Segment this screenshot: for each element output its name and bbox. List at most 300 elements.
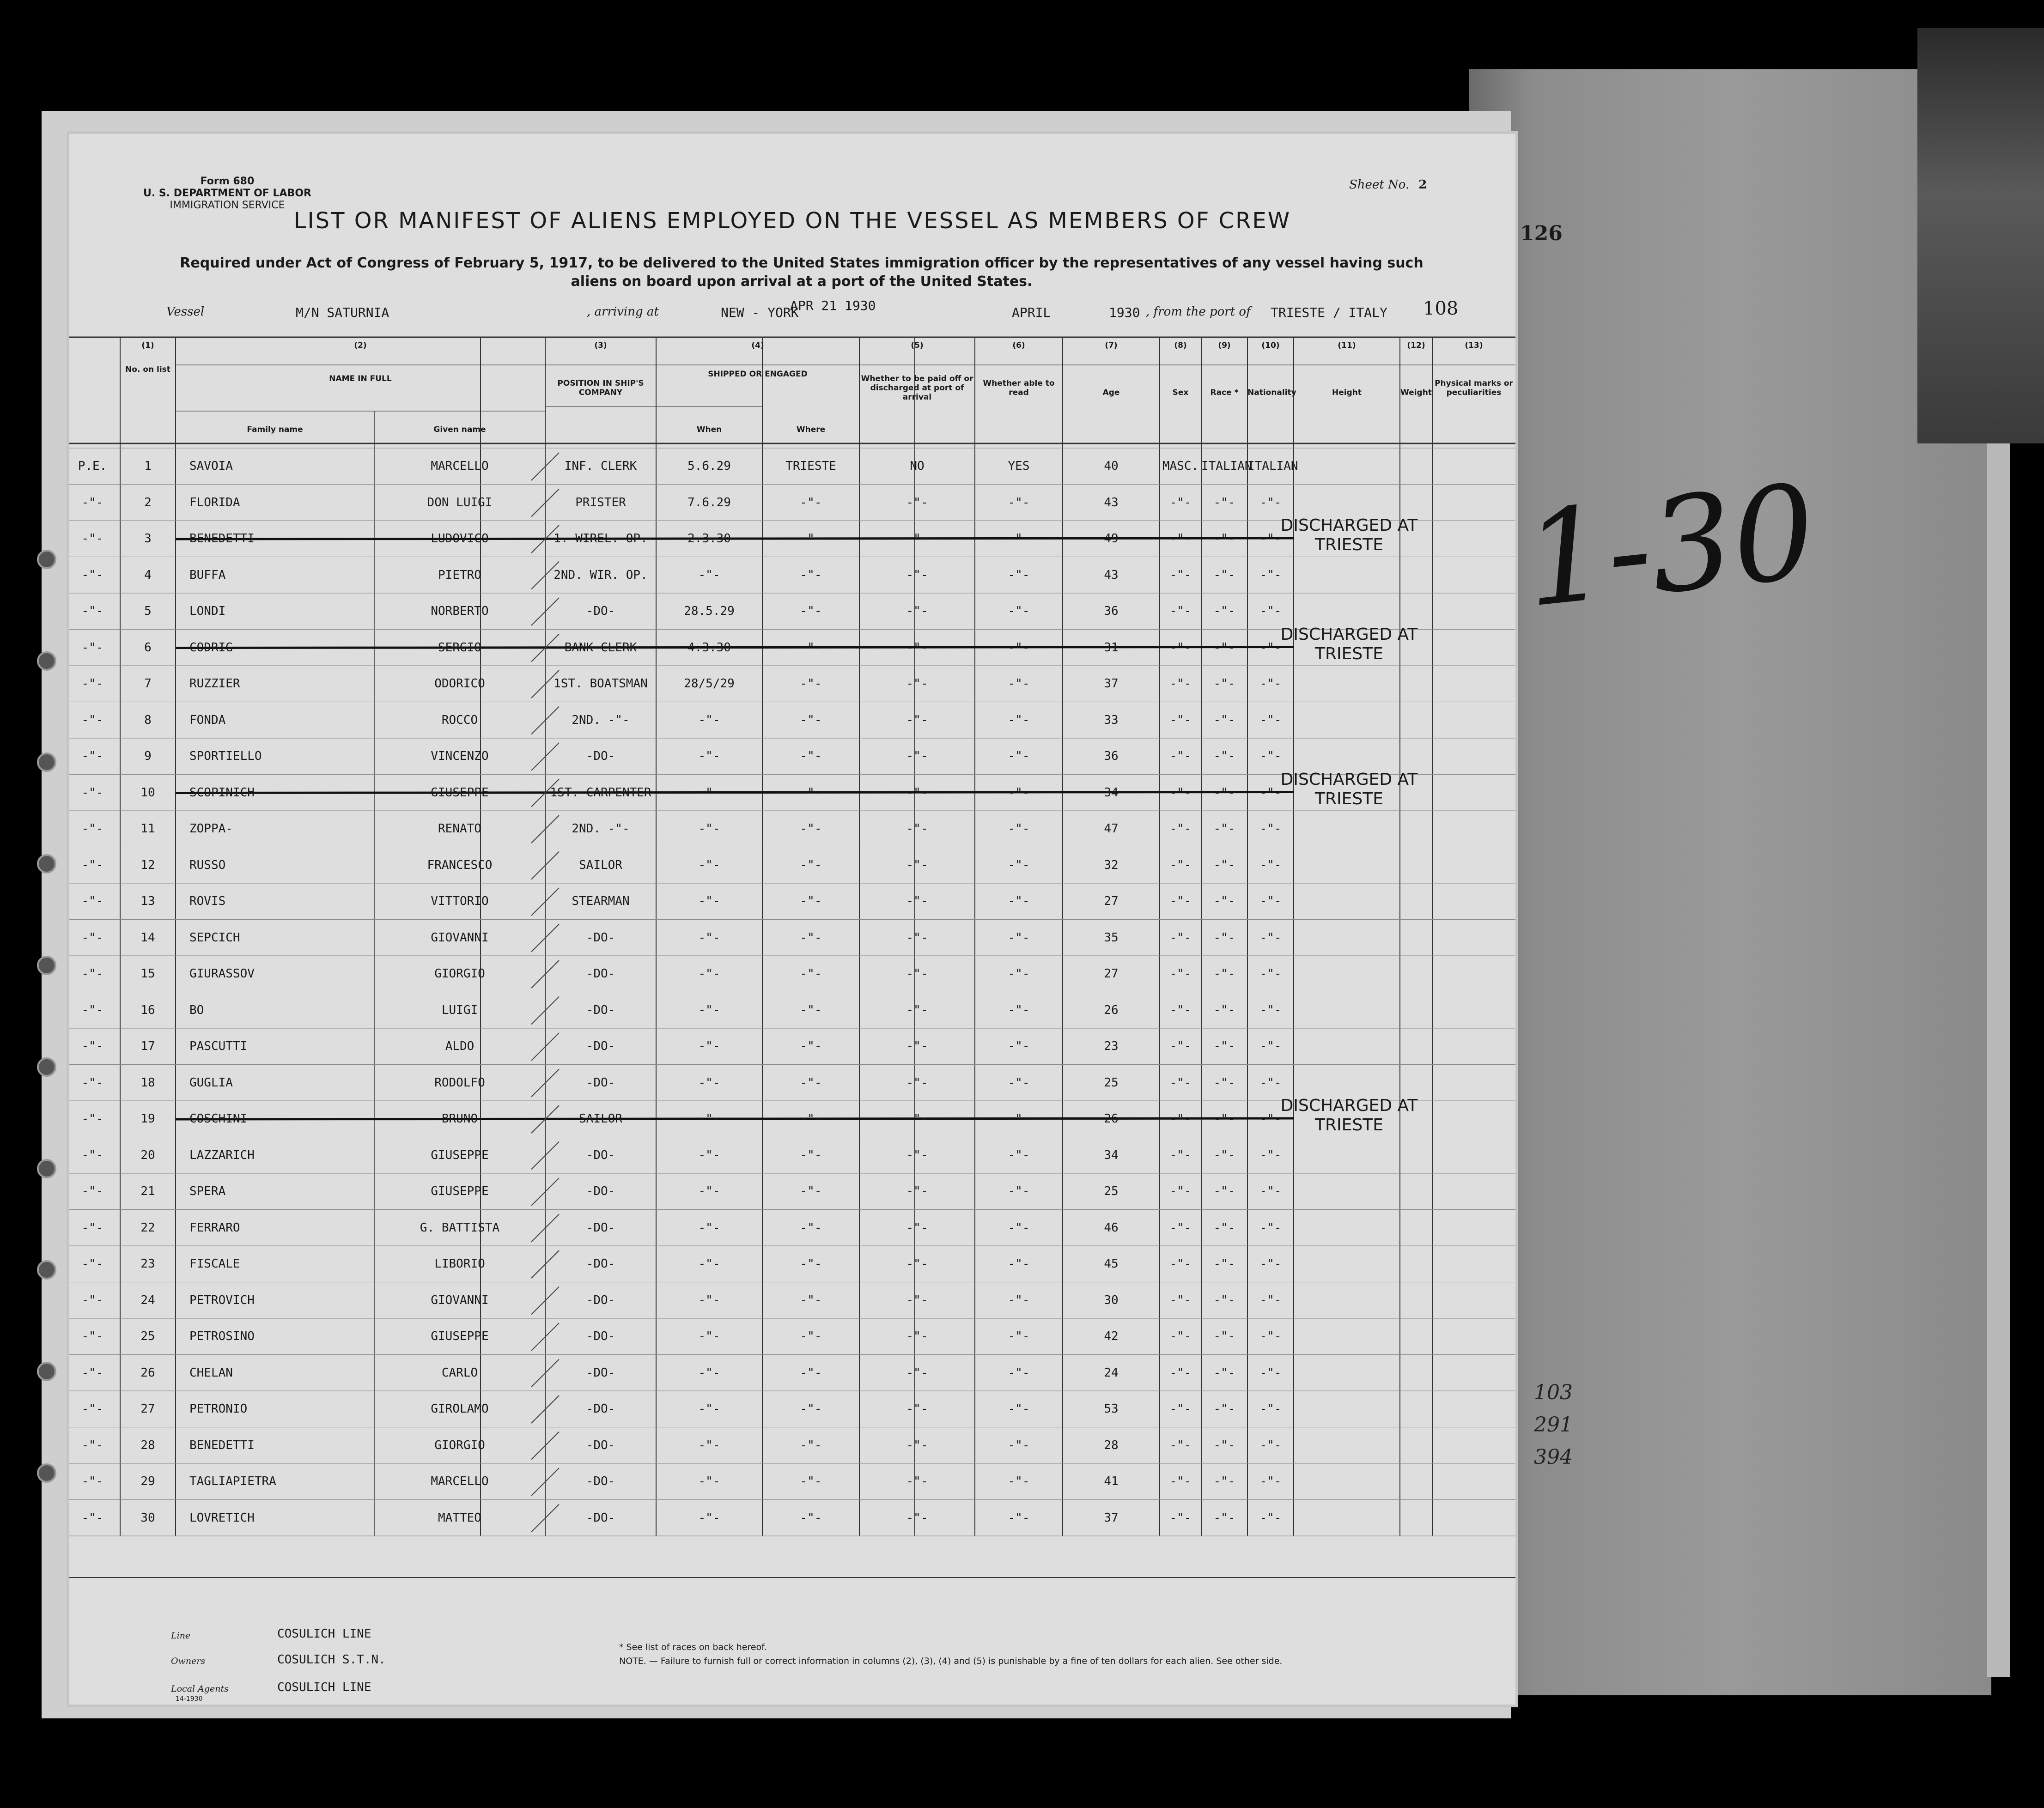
- vessel-label: Vessel: [166, 305, 205, 319]
- paid-off: -"-: [906, 749, 928, 763]
- family-name: BO: [189, 1003, 204, 1017]
- race: -"-: [1213, 532, 1235, 546]
- row-number: 27: [140, 1402, 155, 1416]
- age: 25: [1104, 1075, 1119, 1090]
- row-number: 23: [140, 1257, 155, 1271]
- shipped-where: -"-: [800, 749, 822, 763]
- row-mark: -"-: [81, 1184, 103, 1198]
- row-mark: -"-: [81, 858, 103, 872]
- row-mark: P.E.: [78, 459, 107, 473]
- height-header: Height: [1332, 388, 1362, 397]
- nationality: -"-: [1259, 604, 1282, 618]
- nationality: -"-: [1259, 532, 1282, 546]
- paid-off: -"-: [906, 568, 928, 582]
- shipped-when: -"-: [698, 1402, 720, 1416]
- discharged-note-line1: DISCHARGED AT: [1280, 770, 1418, 789]
- position: -DO-: [586, 1039, 615, 1053]
- nationality-header: Nationality: [1247, 388, 1296, 397]
- given-name: GIUSEPPE: [431, 1184, 489, 1198]
- row-number: 24: [140, 1293, 155, 1307]
- family-name: FERRARO: [189, 1220, 240, 1235]
- position: STEARMAN: [572, 894, 630, 908]
- race: -"-: [1213, 640, 1235, 655]
- nationality: -"-: [1259, 640, 1282, 655]
- sex: -"-: [1169, 713, 1192, 727]
- given-name: GIORGIO: [434, 967, 485, 981]
- sex: -"-: [1169, 640, 1192, 655]
- nationality: -"-: [1259, 749, 1282, 763]
- age: 42: [1104, 1329, 1119, 1343]
- paid-off: -"-: [906, 930, 928, 945]
- given-name: NORBERTO: [431, 604, 489, 618]
- sex: -"-: [1169, 785, 1192, 800]
- age: 45: [1104, 1257, 1119, 1271]
- row-number: 19: [140, 1112, 155, 1126]
- position: 1ST. CARPENTER: [550, 785, 651, 800]
- shipped-where: -"-: [800, 532, 822, 546]
- weight-header: Weight: [1400, 388, 1432, 397]
- nationality: -"-: [1259, 967, 1282, 981]
- sex: -"-: [1169, 1039, 1192, 1053]
- where-header: Where: [796, 425, 826, 434]
- shipped-when: -"-: [698, 1329, 720, 1343]
- nationality: -"-: [1259, 1438, 1282, 1452]
- given-name: GIORGIO: [434, 1438, 485, 1452]
- sex: -"-: [1169, 1148, 1192, 1162]
- row-mark: -"-: [81, 532, 103, 546]
- paid-off: -"-: [906, 1112, 928, 1126]
- family-name: SCOPINICH: [189, 785, 255, 800]
- shipped-where: -"-: [800, 1257, 822, 1271]
- row-mark: -"-: [81, 1511, 103, 1525]
- race: -"-: [1213, 1365, 1235, 1380]
- discharged-note-line2: TRIESTE: [1315, 535, 1383, 554]
- race: -"-: [1213, 858, 1235, 872]
- nationality: -"-: [1259, 1003, 1282, 1017]
- col-num-11: (11): [1338, 341, 1356, 350]
- nationality: -"-: [1259, 677, 1282, 691]
- paid-off: -"-: [906, 640, 928, 655]
- shipped-where: TRIESTE: [785, 459, 836, 473]
- row-number: 3: [144, 532, 152, 546]
- given-name: VITTORIO: [431, 894, 489, 908]
- position: -DO-: [586, 749, 615, 763]
- sex: -"-: [1169, 677, 1192, 691]
- row-number: 6: [144, 640, 152, 655]
- sex: -"-: [1169, 749, 1192, 763]
- able-to-read: -"-: [1008, 1474, 1030, 1488]
- nationality: -"-: [1259, 1220, 1282, 1235]
- age: 46: [1104, 1220, 1119, 1235]
- able-to-read: -"-: [1008, 1184, 1030, 1198]
- name-in-full-header: NAME IN FULL: [329, 374, 392, 383]
- sheet-label: Sheet No.: [1349, 178, 1410, 192]
- row-mark: -"-: [81, 822, 103, 836]
- shipped-where: -"-: [800, 1438, 822, 1452]
- race: -"-: [1213, 495, 1235, 510]
- paid-off: -"-: [906, 785, 928, 800]
- age: 26: [1104, 1003, 1119, 1017]
- paid-off: -"-: [906, 858, 928, 872]
- age: 49: [1104, 532, 1119, 546]
- race: -"-: [1213, 677, 1235, 691]
- shipped-where: -"-: [800, 967, 822, 981]
- able-to-read: -"-: [1008, 1293, 1030, 1307]
- given-name: GIOVANNI: [431, 1293, 489, 1307]
- shipped-where: -"-: [800, 1220, 822, 1235]
- shipped-when: -"-: [698, 822, 720, 836]
- row-mark: -"-: [81, 785, 103, 800]
- sex: -"-: [1169, 1474, 1192, 1488]
- age: 33: [1104, 713, 1119, 727]
- row-mark: -"-: [81, 930, 103, 945]
- row-number: 21: [140, 1184, 155, 1198]
- agents-label: Local Agents: [171, 1684, 229, 1694]
- able-to-read: -"-: [1008, 1148, 1030, 1162]
- paid-off: -"-: [906, 1003, 928, 1017]
- nationality: ITALIAN: [1247, 459, 1298, 473]
- able-to-read: -"-: [1008, 713, 1030, 727]
- corner-background: [1917, 28, 2044, 443]
- family-name: RUSSO: [189, 858, 226, 872]
- arrival-month: APRIL: [1012, 305, 1051, 320]
- nationality: -"-: [1259, 822, 1282, 836]
- given-name: VINCENZO: [431, 749, 489, 763]
- form-number: Form 680: [200, 176, 255, 187]
- shipped-when: -"-: [698, 1184, 720, 1198]
- position: -DO-: [586, 1511, 615, 1525]
- race: -"-: [1213, 1112, 1235, 1126]
- row-mark: -"-: [81, 495, 103, 510]
- row-number: 25: [140, 1329, 155, 1343]
- able-to-read: -"-: [1008, 1039, 1030, 1053]
- race-header: Race *: [1210, 388, 1239, 397]
- discharged-note-line2: TRIESTE: [1315, 1116, 1383, 1135]
- given-name: GIUSEPPE: [431, 785, 489, 800]
- side-page-number: 126: [1520, 222, 1563, 245]
- nationality: -"-: [1259, 894, 1282, 908]
- given-name: RODOLFO: [434, 1075, 485, 1090]
- sex: -"-: [1169, 532, 1192, 546]
- age: 28: [1104, 1438, 1119, 1452]
- sex: -"-: [1169, 894, 1192, 908]
- age: 37: [1104, 677, 1119, 691]
- family-name: BENEDETTI: [189, 532, 255, 546]
- position: 1ST. BOATSMAN: [554, 677, 648, 691]
- able-to-read: -"-: [1008, 495, 1030, 510]
- stamp-number: 108: [1423, 298, 1459, 319]
- shipped-where: -"-: [800, 1402, 822, 1416]
- nationality: -"-: [1259, 1148, 1282, 1162]
- paid-off: -"-: [906, 1075, 928, 1090]
- position: -DO-: [586, 604, 615, 618]
- race: -"-: [1213, 894, 1235, 908]
- tally-line: 103: [1534, 1381, 1573, 1404]
- nationality: -"-: [1259, 1511, 1282, 1525]
- shipped-where: -"-: [800, 822, 822, 836]
- paid-off: -"-: [906, 532, 928, 546]
- shipped-where: -"-: [800, 1293, 822, 1307]
- able-to-read: -"-: [1008, 677, 1030, 691]
- given-name: GIUSEPPE: [431, 1148, 489, 1162]
- family-name: SAVOIA: [189, 459, 233, 473]
- able-to-read: -"-: [1008, 1112, 1030, 1126]
- race: -"-: [1213, 930, 1235, 945]
- age: 40: [1104, 459, 1119, 473]
- row-number: 7: [144, 677, 152, 691]
- row-number: 18: [140, 1075, 155, 1090]
- row-mark: -"-: [81, 1329, 103, 1343]
- given-name: G. BATTISTA: [420, 1220, 500, 1235]
- marks-header: Physical marks or peculiarities: [1435, 379, 1513, 397]
- race: -"-: [1213, 967, 1235, 981]
- shipped-when: 28/5/29: [684, 677, 735, 691]
- manifest-page: [69, 134, 1515, 1705]
- race: ITALIAN: [1201, 459, 1252, 473]
- able-to-read: -"-: [1008, 1257, 1030, 1271]
- paid-off: -"-: [906, 1257, 928, 1271]
- race: -"-: [1213, 1220, 1235, 1235]
- race: -"-: [1213, 822, 1235, 836]
- given-name: FRANCESCO: [427, 858, 493, 872]
- discharged-note-line2: TRIESTE: [1315, 644, 1383, 663]
- race: -"-: [1213, 1474, 1235, 1488]
- able-to-read: -"-: [1008, 858, 1030, 872]
- race: -"-: [1213, 1003, 1235, 1017]
- family-name: SEPCICH: [189, 930, 240, 945]
- row-number: 13: [140, 894, 155, 908]
- given-name: ODORICO: [434, 677, 485, 691]
- row-number: 29: [140, 1474, 155, 1488]
- col-num-7: (7): [1105, 341, 1118, 350]
- row-mark: -"-: [81, 894, 103, 908]
- given-name: LIBORIO: [434, 1257, 485, 1271]
- position: -DO-: [586, 930, 615, 945]
- fine-note: NOTE. — Failure to furnish full or correct information in columns (2), (3), (4) and (5) is punishable by a fine of ten dollars for each alien. See other side.: [619, 1656, 1283, 1666]
- row-number: 22: [140, 1220, 155, 1235]
- row-number: 17: [140, 1039, 155, 1053]
- given-name: GIUSEPPE: [431, 1329, 489, 1343]
- row-number: 2: [144, 495, 152, 510]
- col-num-5: (5): [911, 341, 924, 350]
- shipped-when: -"-: [698, 1039, 720, 1053]
- row-number: 14: [140, 930, 155, 945]
- family-name: FLORIDA: [189, 495, 240, 510]
- shipped-when: 5.6.29: [687, 459, 731, 473]
- sex: -"-: [1169, 1293, 1192, 1307]
- nationality: -"-: [1259, 1293, 1282, 1307]
- arriving-label: , arriving at: [587, 305, 659, 319]
- shipped-where: -"-: [800, 1329, 822, 1343]
- row-mark: -"-: [81, 640, 103, 655]
- nationality: -"-: [1259, 1402, 1282, 1416]
- able-to-read: -"-: [1008, 1003, 1030, 1017]
- page-subtitle: Required under Act of Congress of February 5, 1917, to be delivered to the United States immigration officer by the representatives of any vessel having such aliens on board upon arrival at a port of the United States.: [180, 255, 1424, 290]
- row-number: 11: [140, 822, 155, 836]
- given-name: ALDO: [445, 1039, 474, 1053]
- family-name: CHELAN: [189, 1365, 233, 1380]
- family-name: PETROSINO: [189, 1329, 255, 1343]
- paid-off: -"-: [906, 894, 928, 908]
- race: -"-: [1213, 1257, 1235, 1271]
- col-num-3: (3): [594, 341, 607, 350]
- col-num-9: (9): [1218, 341, 1231, 350]
- paid-off: -"-: [906, 1148, 928, 1162]
- position: -DO-: [586, 1184, 615, 1198]
- age: 34: [1104, 785, 1119, 800]
- position: PRISTER: [575, 495, 626, 510]
- shipped-where: -"-: [800, 495, 822, 510]
- family-name: PETROVICH: [189, 1293, 255, 1307]
- shipped-where: -"-: [800, 1003, 822, 1017]
- family-name: TAGLIAPIETRA: [189, 1474, 276, 1488]
- sex: MASC.: [1162, 459, 1199, 473]
- family-name: ROVIS: [189, 894, 226, 908]
- age: 24: [1104, 1365, 1119, 1380]
- sex: -"-: [1169, 495, 1192, 510]
- paid-off: -"-: [906, 1184, 928, 1198]
- able-to-read: -"-: [1008, 1329, 1030, 1343]
- shipped-where: -"-: [800, 1148, 822, 1162]
- row-number: 26: [140, 1365, 155, 1380]
- row-mark: -"-: [81, 749, 103, 763]
- position: -DO-: [586, 1075, 615, 1090]
- sheet-value: 2: [1418, 178, 1427, 192]
- owners-value: COSULICH S.T.N.: [277, 1653, 386, 1667]
- row-mark: -"-: [81, 677, 103, 691]
- paid-off: -"-: [906, 822, 928, 836]
- sex: -"-: [1169, 1112, 1192, 1126]
- sex: -"-: [1169, 1438, 1192, 1452]
- paid-off: -"-: [906, 1365, 928, 1380]
- given-name-header: Given name: [433, 425, 486, 434]
- row-mark: -"-: [81, 1438, 103, 1452]
- shipped-when: -"-: [698, 1112, 720, 1126]
- race: -"-: [1213, 785, 1235, 800]
- race: -"-: [1213, 1511, 1235, 1525]
- shipped-when: 28.5.29: [684, 604, 735, 618]
- given-name: DON LUIGI: [427, 495, 493, 510]
- race: -"-: [1213, 568, 1235, 582]
- punch-hole: [37, 956, 56, 975]
- col-num-8: (8): [1174, 341, 1187, 350]
- discharged-note-line1: DISCHARGED AT: [1280, 625, 1418, 644]
- row-mark: -"-: [81, 1402, 103, 1416]
- position: -DO-: [586, 1365, 615, 1380]
- paid-off: -"-: [906, 1329, 928, 1343]
- paid-off: -"-: [906, 1474, 928, 1488]
- position: -DO-: [586, 1402, 615, 1416]
- race: -"-: [1213, 749, 1235, 763]
- shipped-when: -"-: [698, 713, 720, 727]
- sex: -"-: [1169, 1220, 1192, 1235]
- shipped-when: -"-: [698, 1474, 720, 1488]
- row-mark: -"-: [81, 604, 103, 618]
- shipped-where: -"-: [800, 568, 822, 582]
- nationality: -"-: [1259, 785, 1282, 800]
- service: IMMIGRATION SERVICE: [170, 200, 285, 211]
- vessel-name: M/N SATURNIA: [296, 305, 389, 320]
- given-name: ROCCO: [441, 713, 478, 727]
- row-mark: -"-: [81, 967, 103, 981]
- from-label: , from the port of: [1146, 305, 1251, 319]
- position: -DO-: [586, 1003, 615, 1017]
- age: 36: [1104, 749, 1119, 763]
- given-name: MARCELLO: [431, 459, 489, 473]
- col-num-10: (10): [1261, 341, 1280, 350]
- family-name-header: Family name: [247, 425, 303, 434]
- given-name: SERGIO: [438, 640, 481, 655]
- shipped-when: -"-: [698, 930, 720, 945]
- race: -"-: [1213, 1148, 1235, 1162]
- position-header: POSITION IN SHIP'S COMPANY: [557, 379, 644, 397]
- sex: -"-: [1169, 1511, 1192, 1525]
- family-name: COSCHINI: [189, 1112, 248, 1126]
- given-name: MARCELLO: [431, 1474, 489, 1488]
- discharged-note-line1: DISCHARGED AT: [1280, 1096, 1418, 1115]
- paid-off: -"-: [906, 1402, 928, 1416]
- row-mark: -"-: [81, 1257, 103, 1271]
- given-name: LUIGI: [441, 1003, 478, 1017]
- able-to-read: -"-: [1008, 822, 1030, 836]
- able-to-read: -"-: [1008, 640, 1030, 655]
- age: 34: [1104, 1148, 1119, 1162]
- family-name: PASCUTTI: [189, 1039, 248, 1053]
- age: 53: [1104, 1402, 1119, 1416]
- able-to-read: -"-: [1008, 1402, 1030, 1416]
- able-to-read: -"-: [1008, 785, 1030, 800]
- row-mark: -"-: [81, 568, 103, 582]
- paid-off-header: Whether to be paid off or discharged at port of arrival: [861, 374, 973, 402]
- family-name: BUFFA: [189, 568, 226, 582]
- sex: -"-: [1169, 1184, 1192, 1198]
- row-number: 1: [144, 459, 152, 473]
- sex: -"-: [1169, 858, 1192, 872]
- race: -"-: [1213, 1184, 1235, 1198]
- shipped-where: -"-: [800, 894, 822, 908]
- row-number: 30: [140, 1511, 155, 1525]
- sex: -"-: [1169, 604, 1192, 618]
- when-header: When: [696, 425, 722, 434]
- punch-hole: [37, 1159, 56, 1178]
- shipped-when: -"-: [698, 568, 720, 582]
- sex: -"-: [1169, 967, 1192, 981]
- family-name: FONDA: [189, 713, 226, 727]
- nationality: -"-: [1259, 858, 1282, 872]
- department: U. S. DEPARTMENT OF LABOR: [143, 188, 311, 199]
- punch-hole: [37, 854, 56, 874]
- col-num-2: (2): [354, 341, 367, 350]
- date-stamp: APR 21 1930: [790, 298, 876, 313]
- shipped-where: -"-: [800, 858, 822, 872]
- able-to-read: -"-: [1008, 894, 1030, 908]
- race: -"-: [1213, 1438, 1235, 1452]
- shipped-where: -"-: [800, 1474, 822, 1488]
- age: 32: [1104, 858, 1119, 872]
- paid-off: -"-: [906, 1511, 928, 1525]
- age: 37: [1104, 1511, 1119, 1525]
- row-number: 4: [144, 568, 152, 582]
- shipped-where: -"-: [800, 604, 822, 618]
- shipped-when: -"-: [698, 1220, 720, 1235]
- races-note: * See list of races on back hereof.: [619, 1642, 767, 1652]
- race: -"-: [1213, 713, 1235, 727]
- paid-off: -"-: [906, 495, 928, 510]
- punch-hole: [37, 1463, 56, 1483]
- row-mark: -"-: [81, 1474, 103, 1488]
- punch-hole: [37, 1362, 56, 1381]
- paid-off: -"-: [906, 604, 928, 618]
